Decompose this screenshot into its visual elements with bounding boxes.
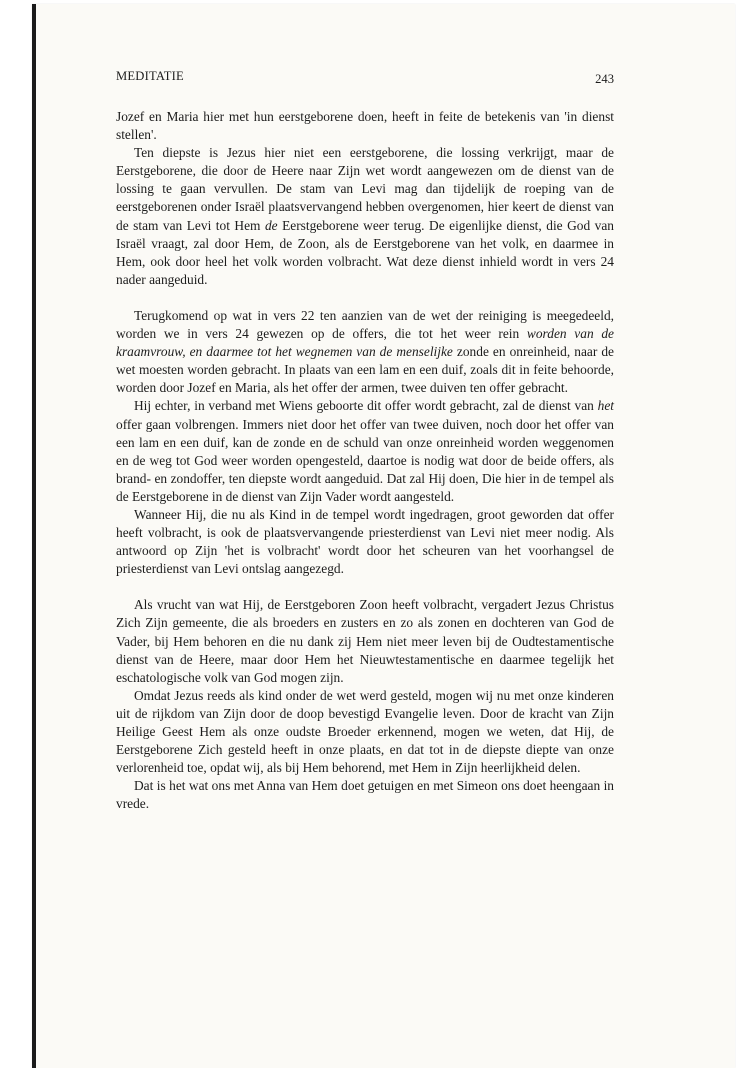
paragraph <box>116 108 614 144</box>
page-header <box>116 69 614 87</box>
scan-edge-bar <box>32 4 36 1068</box>
text-run: Als vrucht van wat Hij, de Eerstgeboren Zoon heeft volbracht, vergadert Jezus Christus Zich Zijn gemeente, die als broeders en zusters en zo als zonen en dochteren van God de Vader, bij Hem behoren en die nu dank zij Hem niet meer leven bij de Oudtestamentische dienst van de Heere, maar door Hem het Nieuwtestamentische en daarmee tegelijk het eschatologische volk van God mogen zijn. <box>116 597 614 685</box>
page-number: 243 <box>595 72 614 86</box>
text-run: zonde en onreinheid, naar de wet moesten worden gebracht. In plaats van een lam en een duif, zoals dit in feite behoorde, worden door Jozef en Maria, als het offer der armen, twee duiven ten offer gebracht. <box>116 344 614 396</box>
text-run: Jozef en Maria hier met hun eerstgeborene doen, heeft in feite de betekenis van 'in dienst stellen'. <box>116 109 614 143</box>
text-run: Dat is het wat ons met Anna van Hem doet getuigen en met Simeon ons doet heengaan in vrede. <box>116 778 614 812</box>
text-run: Omdat Jezus reeds als kind onder de wet werd gesteld, mogen wij nu met onze kinderen uit de rijkdom van Zijn door de doop bevestigd Evangelie leven. Door de kracht van Zijn Heilige Geest Hem als onze oudste Broeder erkennend, mogen we weten, dat Hij, de Eerstgeborene Zich gesteld heeft in onze plaats, en dat tot in de diepste diepte van onze verlorenheid toe, opdat wij, als bij Hem behorend, met Hem in Zijn heerlijkheid delen. <box>116 687 614 776</box>
italic-text-run: het <box>597 398 614 414</box>
italic-text-run: de <box>264 217 278 233</box>
paragraph <box>116 144 614 289</box>
paragraph <box>116 777 614 813</box>
paragraph <box>116 596 614 686</box>
body-text <box>116 108 614 813</box>
text-run: Eerstgeborene weer terug. De eigenlijke dienst, die God van Israël vraagt, zal door Hem, de Zoon, als de Eerstgeborene van het volk, en daarmee in Hem, ook door heel het volk worden volbracht. Wat deze dienst inhield wordt in vers 24 nader aangeduid. <box>116 217 614 287</box>
text-run: Ten diepste is Jezus hier niet een eerstgeborene, die lossing verkrijgt, maar de Eerstgeborene, die door de Heere naar Zijn wet wordt aangewezen om de dienst van de lossing te gaan vervullen. De stam van Levi mag dan tijdelijk de roeping van de eerstgeborenen onder Israël plaatsvervangend hebben overgenomen, hier keert de dienst van de stam van Levi tot Hem <box>116 145 614 233</box>
paragraph <box>116 307 614 397</box>
text-run: offer gaan volbrengen. Immers niet door het offer van twee duiven, noch door het offer van een lam en een duif, kan de zonde en de schuld van onze onreinheid worden weggenomen en de weg tot God weer worden opengesteld, daartoe is nodig wat door de beide offers, als brand- en zondoffer, ten diepste wordt aangeduid. Dat zal Hij doen, Die hier in de tempel als de Eerstgeborene in de dienst van Zijn Vader wordt aangesteld. <box>116 416 614 504</box>
italic-text-run: worden van de kraamvrouw, en daarmee tot het wegnemen van de menselijke <box>116 326 615 360</box>
text-run: Hij echter, in verband met Wiens geboorte dit offer wordt gebracht, zal de dienst van <box>134 398 598 414</box>
paragraph <box>116 506 614 578</box>
text-run: Wanneer Hij, die nu als Kind in de tempel wordt ingedragen, groot geworden dat offer heeft volbracht, is ook de plaatsvervangende priesterdienst van Levi niet meer nodig. Als antwoord op Zijn 'het is volbracht' wordt door het scheuren van het voorhangsel de priesterdienst van Levi ontslag aangezegd. <box>116 506 614 577</box>
paragraph <box>116 397 614 506</box>
running-title: MEDITATIE <box>116 69 184 83</box>
text-run: Terugkomend op wat in vers 22 ten aanzien van de wet der reiniging is meegedeeld, worden we in vers 24 gewezen op de offers, die tot het weer rein <box>116 307 614 342</box>
paragraph <box>116 687 614 777</box>
